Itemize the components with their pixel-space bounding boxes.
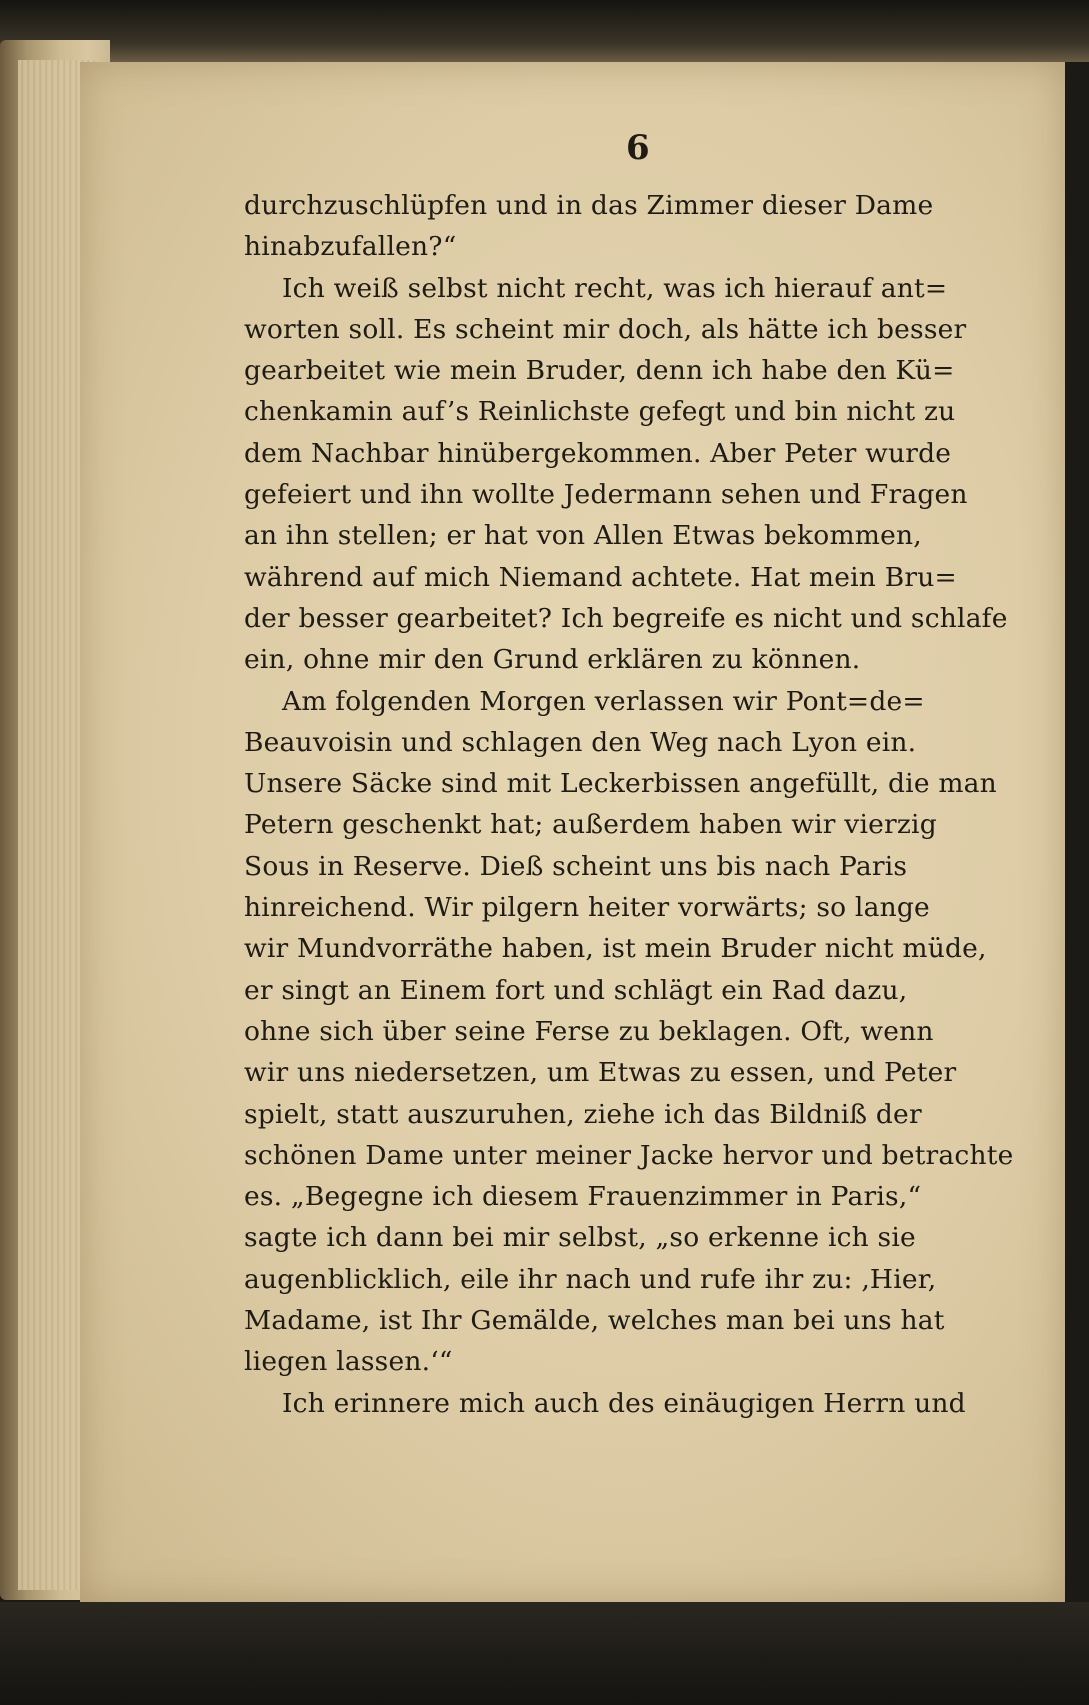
text-line: Am folgenden Morgen verlassen wir Pont=de=	[282, 685, 925, 717]
text-line: an ihn stellen; er hat von Allen Etwas bekommen,	[244, 520, 922, 552]
text-line: wir Mundvorräthe haben, ist mein Bruder nicht müde,	[244, 933, 987, 965]
text-line: wir uns niedersetzen, um Etwas zu essen, und Peter	[244, 1057, 957, 1089]
text-line: gearbeitet wie mein Bruder, denn ich habe den Kü=	[244, 355, 955, 387]
text-line: augenblicklich, eile ihr nach und rufe ihr zu: ‚Hier,	[244, 1263, 937, 1295]
scan-bottom-border	[0, 1602, 1089, 1705]
page-text	[244, 185, 1022, 1424]
text-line: dem Nachbar hinübergekommen. Aber Peter wurde	[244, 437, 952, 469]
text-line: ein, ohne mir den Grund erklären zu können.	[244, 644, 861, 676]
text-line: Petern geschenkt hat; außerdem haben wir vierzig	[244, 809, 937, 841]
text-line: der besser gearbeitet? Ich begreife es nicht und schlafe	[244, 602, 1008, 634]
text-line: Ich erinnere mich auch des einäugigen Herrn und	[282, 1387, 966, 1419]
text-line: Madame, ist Ihr Gemälde, welches man bei uns hat	[244, 1305, 945, 1337]
text-line: er singt an Einem fort und schlägt ein Rad dazu,	[244, 974, 908, 1006]
text-line: chenkamin auf’s Reinlichste gefegt und bin nicht zu	[244, 396, 956, 428]
text-line: hinreichend. Wir pilgern heiter vorwärts; so lange	[244, 892, 930, 924]
text-line: Ich weiß selbst nicht recht, was ich hierauf ant=	[282, 272, 948, 304]
text-line: Sous in Reserve. Dieß scheint uns bis nach Paris	[244, 850, 908, 882]
text-line: durchzuschlüpfen und in das Zimmer dieser Dame	[244, 190, 934, 221]
text-line: hinabzufallen?“	[244, 231, 457, 263]
page-number: 6	[626, 128, 650, 168]
scan-top-border	[0, 0, 1089, 62]
text-line: während auf mich Niemand achtete. Hat mein Bru=	[244, 561, 957, 593]
text-line: schönen Dame unter meiner Jacke hervor und betrachte	[244, 1139, 1014, 1171]
text-line: spielt, statt auszuruhen, ziehe ich das Bildniß der	[244, 1098, 922, 1130]
text-line: gefeiert und ihn wollte Jedermann sehen und Fragen	[244, 479, 968, 511]
text-line: sagte ich dann bei mir selbst, „so erkenne ich sie	[244, 1222, 916, 1254]
text-line: es. „Begegne ich diesem Frauenzimmer in Paris,“	[244, 1181, 922, 1213]
text-line: Beauvoisin und schlagen den Weg nach Lyon ein.	[244, 726, 917, 758]
text-line: Unsere Säcke sind mit Leckerbissen angefüllt, die man	[244, 768, 997, 800]
text-line: liegen lassen.‘“	[244, 1346, 453, 1378]
text-line: worten soll. Es scheint mir doch, als hätte ich besser	[244, 313, 967, 345]
text-line: ohne sich über seine Ferse zu beklagen. Oft, wenn	[244, 1015, 934, 1047]
